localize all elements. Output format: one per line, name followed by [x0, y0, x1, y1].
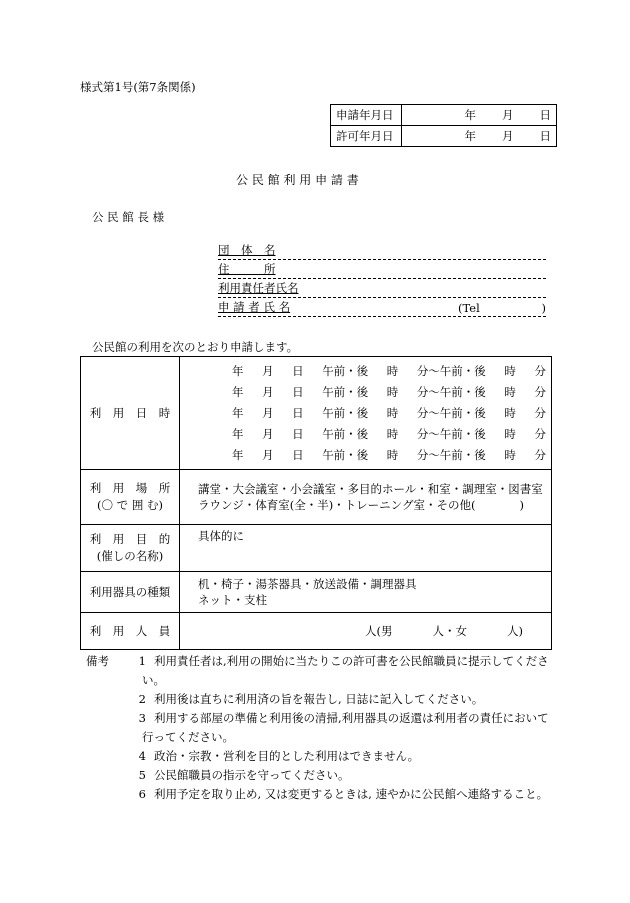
datetime-unit: 年	[232, 363, 244, 378]
note-number: 1	[138, 654, 146, 668]
datetime-unit: 分〜午前・後	[416, 384, 486, 399]
note-line	[86, 785, 556, 804]
note-text: 利用予定を取り止め, 又は変更するときは, 速やかに公民館へ連絡すること。	[154, 787, 549, 801]
apply-date-field[interactable]	[402, 105, 557, 126]
note-number: 2	[138, 692, 146, 706]
intro-text: 公民館の利用を次のとおり申請します。	[92, 340, 299, 354]
datetime-unit: 月	[262, 405, 274, 420]
apply-date-label: 申請年月日	[331, 105, 402, 126]
month-unit: 月	[502, 129, 514, 143]
datetime-line[interactable]	[180, 403, 551, 424]
equipment-row	[81, 572, 552, 613]
datetime-unit: 日	[292, 363, 304, 378]
datetime-row	[81, 357, 552, 470]
datetime-unit: 時	[504, 447, 516, 462]
note-text: 公民館職員の指示を守ってください。	[154, 768, 350, 782]
purpose-value: 具体的に	[198, 529, 244, 543]
note-line	[86, 709, 556, 728]
note-number	[86, 671, 142, 690]
datetime-unit: 午前・後	[322, 405, 369, 420]
datetime-line[interactable]	[180, 382, 551, 403]
purpose-cell[interactable]	[180, 525, 552, 572]
year-unit: 年	[464, 129, 476, 143]
datetime-unit: 午前・後	[322, 426, 369, 441]
year-unit: 年	[464, 108, 476, 122]
datetime-unit: 分〜午前・後	[416, 426, 486, 441]
permit-date-field[interactable]	[402, 126, 557, 147]
datetime-line[interactable]	[180, 361, 551, 382]
note-number	[86, 728, 142, 747]
datetime-unit: 時	[504, 363, 516, 378]
equipment-line-1: 机・椅子・湯茶器具・放送設備・調理器具	[198, 577, 417, 591]
datetime-unit: 年	[232, 384, 244, 399]
purpose-label: 利 用 目 的	[89, 532, 171, 546]
day-unit: 日	[539, 108, 551, 122]
datetime-unit: 分	[534, 405, 546, 420]
place-other-close: )	[519, 498, 524, 512]
datetime-unit: 分〜午前・後	[416, 405, 486, 420]
notes-section	[86, 652, 556, 804]
datetime-line[interactable]	[180, 424, 551, 445]
datetime-unit: 分	[534, 384, 546, 399]
datetime-unit: 午前・後	[322, 447, 369, 462]
equipment-label: 利用器具の種類	[81, 572, 180, 613]
note-text: 利用責任者は,利用の開始に当たりこの許可書を公民館職員に提示してくださ	[154, 654, 549, 668]
place-options-line-1: 講堂・大会議室・小会議室・多目的ホール・和室・調理室・図書室	[198, 482, 543, 496]
datetime-unit: 日	[292, 384, 304, 399]
datetime-unit: 時	[504, 426, 516, 441]
datetime-unit: 分〜午前・後	[416, 447, 486, 462]
datetime-unit: 年	[232, 447, 244, 462]
page-title: 公 民 館 利 用 申 請 書	[236, 173, 359, 187]
datetime-label: 利 用 日 時	[81, 357, 180, 470]
place-options-line-2: ラウンジ・体育室(全・半)・トレーニング室・その他(	[198, 498, 476, 512]
date-box	[330, 104, 557, 147]
note-text: い。	[142, 673, 165, 687]
datetime-unit: 時	[386, 363, 399, 378]
note-line	[86, 728, 556, 747]
datetime-unit: 月	[262, 447, 274, 462]
equipment-cell[interactable]	[180, 572, 552, 613]
addressee: 公 民 館 長 様	[92, 210, 165, 224]
datetime-unit: 月	[262, 426, 274, 441]
note-line	[86, 690, 556, 709]
place-label-note: (〇 で 囲 む)	[97, 498, 163, 512]
datetime-unit: 分	[534, 447, 546, 462]
responsible-name-label: 利用責任者氏名	[218, 281, 299, 295]
note-line	[86, 747, 556, 766]
datetime-unit: 時	[386, 426, 399, 441]
equipment-line-2: ネット・支柱	[198, 593, 267, 607]
group-name-field[interactable]	[218, 243, 546, 260]
tel-prefix: (Tel	[458, 301, 480, 315]
day-unit: 日	[539, 129, 551, 143]
address-label: 住 所	[218, 262, 276, 276]
datetime-line[interactable]	[180, 445, 551, 466]
group-name-label: 団 体 名	[218, 243, 276, 257]
place-label: 利 用 場 所	[89, 481, 171, 495]
note-number: 3	[138, 711, 146, 725]
note-number: 5	[138, 768, 146, 782]
datetime-unit: 時	[386, 447, 399, 462]
address-field[interactable]	[218, 262, 546, 279]
apply-date-row	[331, 105, 557, 126]
month-unit: 月	[502, 108, 514, 122]
place-row	[81, 470, 552, 525]
datetime-unit: 日	[292, 426, 304, 441]
purpose-row	[81, 525, 552, 572]
datetime-unit: 午前・後	[322, 363, 369, 378]
datetime-unit: 日	[292, 405, 304, 420]
note-number: 6	[138, 787, 146, 801]
people-cell[interactable]	[180, 613, 552, 650]
note-line	[86, 652, 556, 671]
permit-date-label: 許可年月日	[331, 126, 402, 147]
datetime-unit: 月	[262, 384, 274, 399]
note-line	[86, 671, 556, 690]
tel-suffix: )	[541, 301, 546, 315]
applicant-name-label: 申 請 者 氏 名	[218, 300, 291, 314]
purpose-label-note: (催しの名称)	[96, 549, 164, 563]
datetime-unit: 日	[292, 447, 304, 462]
datetime-unit: 分	[534, 363, 546, 378]
people-row	[81, 613, 552, 650]
datetime-unit: 時	[386, 384, 399, 399]
note-text: 利用後は直ちに利用済の旨を報告し, 日誌に記入してください。	[154, 692, 484, 706]
datetime-unit: 時	[386, 405, 399, 420]
people-total-unit: 人(男	[365, 624, 393, 638]
note-line	[86, 766, 556, 785]
datetime-unit: 時	[504, 405, 516, 420]
application-table	[80, 356, 552, 650]
note-text: 行ってください。	[142, 730, 234, 744]
people-female-unit: 人・女	[432, 624, 467, 638]
responsible-name-field[interactable]	[218, 281, 546, 298]
note-text: 利用する部屋の準備と利用後の清掃,利用器具の返還は利用者の責任において	[154, 711, 549, 725]
datetime-unit: 年	[232, 426, 244, 441]
note-text: 政治・宗教・営利を目的とした利用はできません。	[154, 749, 420, 763]
people-label: 利 用 人 員	[81, 613, 180, 650]
datetime-unit: 時	[504, 384, 516, 399]
people-end-unit: 人)	[507, 624, 523, 638]
datetime-unit: 月	[262, 363, 274, 378]
datetime-unit: 分〜午前・後	[416, 363, 486, 378]
datetime-unit: 年	[232, 405, 244, 420]
notes-heading: 備考	[86, 654, 109, 668]
datetime-unit: 分	[534, 426, 546, 441]
applicant-name-field[interactable]	[218, 300, 546, 317]
datetime-unit: 午前・後	[322, 384, 369, 399]
permit-date-row	[331, 126, 557, 147]
form-number: 様式第1号(第7条関係)	[80, 80, 196, 94]
note-number: 4	[138, 749, 146, 763]
place-cell[interactable]	[180, 470, 552, 525]
datetime-cell[interactable]	[180, 357, 552, 470]
